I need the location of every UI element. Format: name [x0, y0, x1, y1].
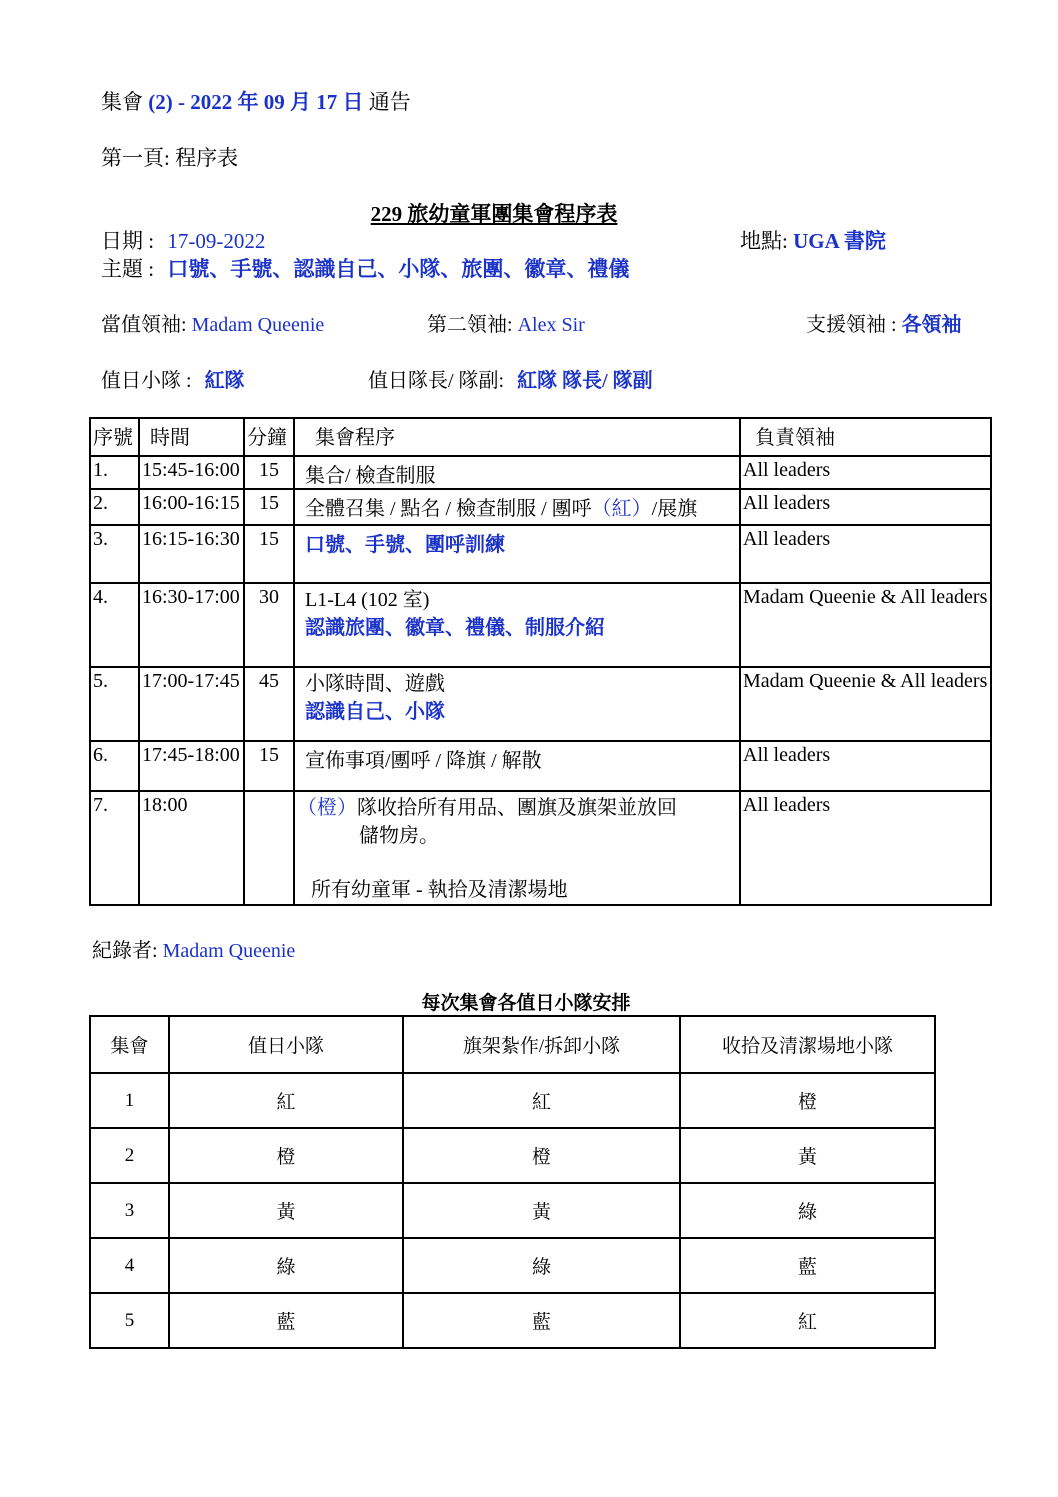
table-row	[90, 489, 991, 525]
row-program-cont: 儲物房。	[359, 825, 439, 847]
row-program-team: （橙）	[297, 797, 357, 819]
date-label: 日期 :	[101, 229, 155, 253]
duty-cell: 橙	[680, 1073, 935, 1128]
row-minutes: 15	[244, 525, 294, 583]
row-minutes: 15	[244, 456, 294, 489]
duty-header-patrol: 值日小隊	[169, 1016, 403, 1073]
duty-cell: 紅	[680, 1293, 935, 1348]
row-no: 6.	[90, 741, 139, 791]
duty-cell: 5	[90, 1293, 169, 1348]
notice-number: (2) -	[148, 90, 185, 114]
header-program: 集會程序	[294, 418, 740, 456]
row-program-text: 集合/ 檢查制服	[305, 465, 436, 487]
row-no: 2.	[90, 489, 139, 525]
table-row	[90, 791, 991, 905]
duty-header-clean: 收拾及清潔場地小隊	[680, 1016, 935, 1073]
row-minutes: 15	[244, 741, 294, 791]
duty-cell: 黃	[403, 1183, 680, 1238]
notice-line	[101, 86, 411, 116]
schedule-header-row	[90, 418, 991, 456]
second-leader-label: 第二領袖:	[427, 314, 513, 336]
row-time: 16:00-16:15	[139, 489, 244, 525]
duty-cell: 綠	[169, 1238, 403, 1293]
row-no: 3.	[90, 525, 139, 583]
row-minutes: 15	[244, 489, 294, 525]
row-program-text: 小隊時間、遊戲	[305, 673, 445, 695]
row-program	[294, 489, 740, 525]
duty-header-meeting: 集會	[90, 1016, 169, 1073]
row-leader: All leaders	[740, 489, 991, 525]
theme-line	[101, 253, 629, 283]
duty-cell: 4	[90, 1238, 169, 1293]
row-program-text: L1-L4 (102 室)	[305, 589, 430, 611]
duty-leader-line	[101, 308, 324, 337]
row-time: 17:45-18:00	[139, 741, 244, 791]
duty-cell: 橙	[403, 1128, 680, 1183]
row-time: 16:15-16:30	[139, 525, 244, 583]
row-program-text: 宣佈事項/團呼 / 降旗 / 解散	[305, 750, 542, 772]
table-row	[90, 1128, 935, 1183]
notice-prefix: 集會	[101, 90, 143, 114]
row-leader: All leaders	[740, 456, 991, 489]
support-leader-value: 各領袖	[901, 314, 962, 336]
theme-label: 主題 :	[101, 257, 155, 281]
duty-header-row	[90, 1016, 935, 1073]
duty-patrol-line	[101, 364, 245, 393]
row-program-tail: /展旗	[651, 498, 698, 520]
row-program-text: 隊收拾所有用品、團旗及旗架並放回	[357, 797, 677, 819]
duty-cell: 黃	[680, 1128, 935, 1183]
duty-header-flag: 旗架紮作/拆卸小隊	[403, 1016, 680, 1073]
duty-cell: 橙	[169, 1128, 403, 1183]
duty-patrol-label: 值日小隊 :	[101, 370, 192, 392]
row-program	[294, 791, 740, 905]
duty-cell: 藍	[403, 1293, 680, 1348]
row-minutes: 30	[244, 583, 294, 667]
duty-title: 每次集會各值日小隊安排	[421, 993, 631, 1014]
header-time: 時間	[139, 418, 244, 456]
duty-table	[89, 1015, 936, 1349]
second-leader-line	[427, 308, 585, 337]
recorder-label: 紀錄者:	[92, 940, 158, 962]
support-leader-label: 支援領袖 :	[806, 314, 897, 336]
header-leader: 負責領袖	[740, 418, 991, 456]
row-leader: Madam Queenie & All leaders	[740, 583, 991, 667]
row-time: 16:30-17:00	[139, 583, 244, 667]
row-program-text: 全體召集 / 點名 / 檢查制服 / 團呼	[305, 498, 592, 520]
row-no: 7.	[90, 791, 139, 905]
recorder-line	[92, 934, 295, 963]
row-minutes: 45	[244, 667, 294, 741]
table-row	[90, 456, 991, 489]
table-row	[90, 525, 991, 583]
duty-cell: 綠	[680, 1183, 935, 1238]
duty-captain-value: 紅隊 隊長/ 隊副	[517, 370, 653, 392]
table-row	[90, 741, 991, 791]
duty-cell: 綠	[403, 1238, 680, 1293]
row-leader: All leaders	[740, 791, 991, 905]
row-program-team: （紅）	[591, 498, 652, 520]
date-line	[101, 225, 265, 255]
duty-captain-line	[368, 364, 653, 393]
duty-cell: 黃	[169, 1183, 403, 1238]
row-time: 17:00-17:45	[139, 667, 244, 741]
duty-cell: 3	[90, 1183, 169, 1238]
duty-cell: 藍	[680, 1238, 935, 1293]
duty-leader-value: Madam Queenie	[191, 314, 325, 336]
header-no: 序號	[90, 418, 139, 456]
schedule-title: 229 旅幼童軍團集會程序表	[370, 202, 618, 226]
venue-value: UGA 書院	[793, 229, 886, 253]
recorder-value: Madam Queenie	[162, 940, 296, 962]
table-row	[90, 667, 991, 741]
second-leader-value: Alex Sir	[517, 314, 585, 336]
row-no: 5.	[90, 667, 139, 741]
support-leader-line	[806, 308, 962, 337]
notice-suffix: 通告	[368, 90, 411, 114]
header-minutes: 分鐘	[244, 418, 294, 456]
row-program-detail: 認識旅團、徽章、禮儀、制服介紹	[305, 617, 605, 639]
row-program-text: 口號、手號、團呼訓練	[305, 534, 505, 556]
row-program-detail: 認識自己、小隊	[305, 701, 445, 723]
row-leader: All leaders	[740, 741, 991, 791]
theme-value: 口號、手號、認識自己、小隊、旅團、徽章、禮儀	[167, 257, 630, 281]
table-row	[90, 1293, 935, 1348]
row-no: 1.	[90, 456, 139, 489]
table-row	[90, 583, 991, 667]
row-program	[294, 741, 740, 791]
row-time: 18:00	[139, 791, 244, 905]
duty-cell: 1	[90, 1073, 169, 1128]
table-row	[90, 1073, 935, 1128]
duty-cell: 紅	[169, 1073, 403, 1128]
table-row	[90, 1183, 935, 1238]
row-program-clean: 所有幼童軍 - 執拾及清潔場地	[311, 879, 568, 901]
row-no: 4.	[90, 583, 139, 667]
duty-cell: 藍	[169, 1293, 403, 1348]
schedule-table	[89, 417, 992, 906]
row-program	[294, 525, 740, 583]
venue-line	[740, 225, 886, 255]
page-label: 第一頁: 程序表	[101, 146, 239, 170]
table-row	[90, 1238, 935, 1293]
row-program	[294, 456, 740, 489]
date-value: 17-09-2022	[167, 229, 266, 253]
row-program	[294, 667, 740, 741]
row-time: 15:45-16:00	[139, 456, 244, 489]
duty-leader-label: 當值領袖:	[101, 314, 187, 336]
notice-date: 2022 年 09 月 17 日	[190, 90, 364, 114]
venue-label: 地點:	[740, 229, 788, 253]
row-program	[294, 583, 740, 667]
row-minutes	[244, 791, 294, 905]
duty-captain-label: 值日隊長/ 隊副:	[368, 370, 505, 392]
row-leader: Madam Queenie & All leaders	[740, 667, 991, 741]
duty-patrol-value: 紅隊	[204, 370, 245, 392]
duty-cell: 2	[90, 1128, 169, 1183]
row-leader: All leaders	[740, 525, 991, 583]
duty-cell: 紅	[403, 1073, 680, 1128]
